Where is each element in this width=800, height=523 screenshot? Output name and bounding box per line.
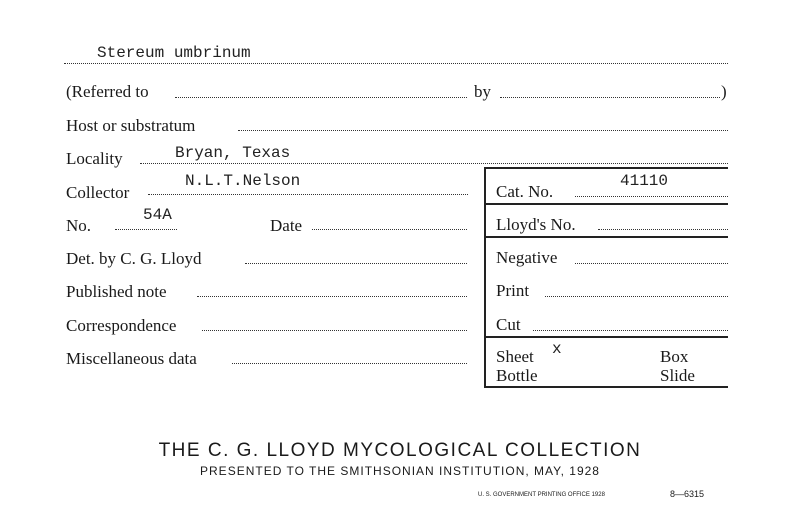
published-note-line <box>197 296 467 297</box>
box-label: Box <box>660 347 689 366</box>
cut-line <box>533 330 728 331</box>
number-value: 54A <box>143 206 172 224</box>
collector-value: N.L.T.Nelson <box>185 172 301 190</box>
collection-subtitle: PRESENTED TO THE SMITHSONIAN INSTITUTION, MAY, 1928 <box>200 464 600 478</box>
cat-no-line <box>575 196 728 197</box>
host-label: Host or substratum <box>66 116 196 135</box>
number-line <box>115 229 177 230</box>
cat-no-rule <box>484 203 728 205</box>
negative-label: Negative <box>496 248 558 267</box>
negative-line <box>575 263 728 264</box>
locality-line <box>140 163 728 164</box>
referred-by-line <box>500 97 720 98</box>
lloyds-no-line <box>598 229 728 230</box>
published-note-label: Published note <box>66 282 167 301</box>
referred-close-paren: ) <box>721 82 727 101</box>
correspondence-label: Correspondence <box>66 316 177 335</box>
bottle-label: Bottle <box>496 366 538 385</box>
catalog-box-bottom-border <box>484 386 728 388</box>
form-code: 8—6315 <box>670 489 705 499</box>
sheet-label: Sheet <box>496 347 534 366</box>
referred-to-label: (Referred to <box>66 82 149 101</box>
number-label: No. <box>66 216 92 235</box>
printing-office-imprint: U. S. GOVERNMENT PRINTING OFFICE 1928 <box>478 492 605 498</box>
date-label: Date <box>270 216 303 235</box>
sheet-mark: x <box>552 340 562 358</box>
date-line <box>312 229 467 230</box>
misc-data-label: Miscellaneous data <box>66 349 197 368</box>
det-by-line <box>245 263 467 264</box>
det-by-label: Det. by C. G. Lloyd <box>66 249 202 268</box>
cut-label: Cut <box>496 315 521 334</box>
collector-label: Collector <box>66 183 130 202</box>
collection-title: THE C. G. LLOYD MYCOLOGICAL COLLECTION <box>158 440 642 461</box>
locality-value: Bryan, Texas <box>175 144 291 162</box>
correspondence-line <box>202 330 467 331</box>
specimen-name-line <box>64 63 728 64</box>
catalog-box-left-border <box>484 167 486 387</box>
referred-by-label: by <box>474 82 491 101</box>
cat-no-label: Cat. No. <box>496 182 554 201</box>
print-label: Print <box>496 281 530 300</box>
slide-label: Slide <box>660 366 695 385</box>
print-line <box>545 296 728 297</box>
cat-no-value: 41110 <box>620 172 669 190</box>
collector-line <box>148 194 468 195</box>
specimen-name: Stereum umbrinum <box>97 44 251 62</box>
lloyds-no-rule <box>484 236 728 238</box>
misc-data-line <box>232 363 467 364</box>
cut-rule <box>484 336 728 338</box>
locality-label: Locality <box>66 149 123 168</box>
referred-to-line <box>175 97 467 98</box>
lloyds-no-label: Lloyd's No. <box>496 215 576 234</box>
host-line <box>238 130 728 131</box>
catalog-box-top-border <box>484 167 728 169</box>
